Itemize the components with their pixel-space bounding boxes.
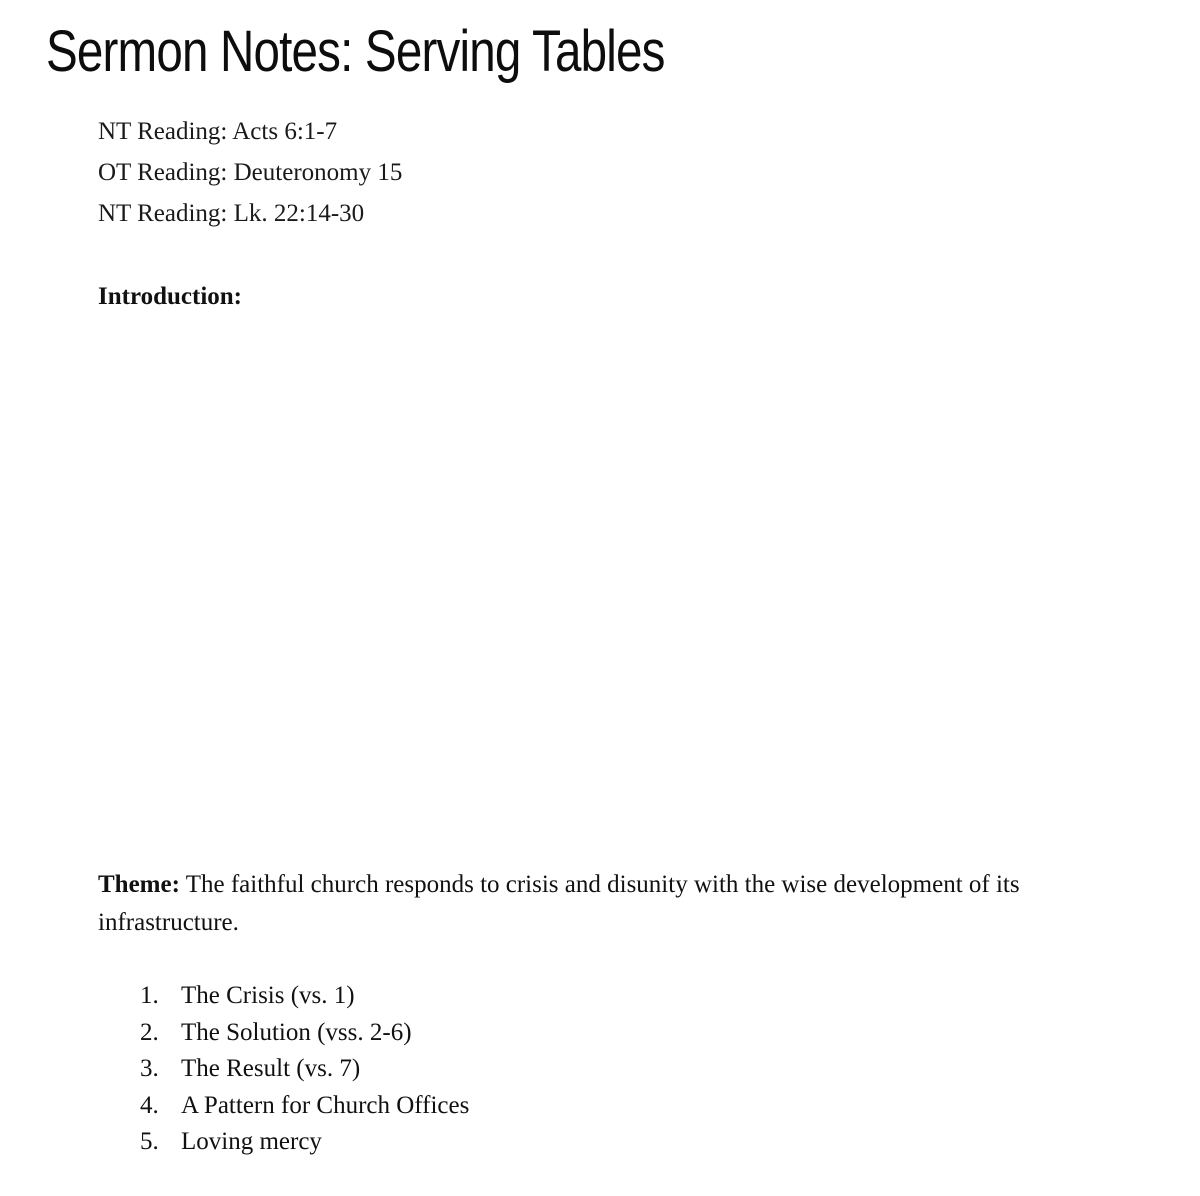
theme-label: Theme: <box>98 871 180 898</box>
outline-item <box>140 1088 469 1125</box>
scripture-readings-list <box>98 111 402 234</box>
introduction-heading: Introduction: <box>98 283 243 310</box>
reading-item: OT Reading: Deuteronomy 15 <box>98 159 403 186</box>
theme-text: The faithful church responds to crisis and disunity with the wise development of its infrastructure. <box>98 871 1020 936</box>
outline-item-text: A Pattern for Church Offices <box>181 1091 470 1119</box>
outline-item <box>140 1124 469 1161</box>
outline-item-text: The Result (vs. 7) <box>181 1055 361 1082</box>
outline-item <box>140 1051 469 1088</box>
outline-item <box>140 978 469 1015</box>
reading-item: NT Reading: Lk. 22:14-30 <box>98 200 365 227</box>
outline-item-text: The Crisis (vs. 1) <box>181 982 355 1009</box>
outline-item-number: 5. <box>140 1128 159 1155</box>
sermon-outline-list <box>140 978 469 1161</box>
outline-item <box>140 1015 469 1052</box>
outline-item-number: 2. <box>140 1018 159 1046</box>
theme-paragraph <box>98 866 1158 942</box>
outline-item-text: Loving mercy <box>181 1128 322 1155</box>
outline-item-number: 1. <box>140 982 159 1009</box>
reading-item: NT Reading: Acts 6:1-7 <box>98 118 338 145</box>
document-title: Sermon Notes: Serving Tables <box>46 19 665 84</box>
outline-item-number: 4. <box>140 1091 159 1119</box>
outline-item-text: The Solution (vss. 2-6) <box>181 1018 412 1046</box>
outline-item-number: 3. <box>140 1055 159 1082</box>
